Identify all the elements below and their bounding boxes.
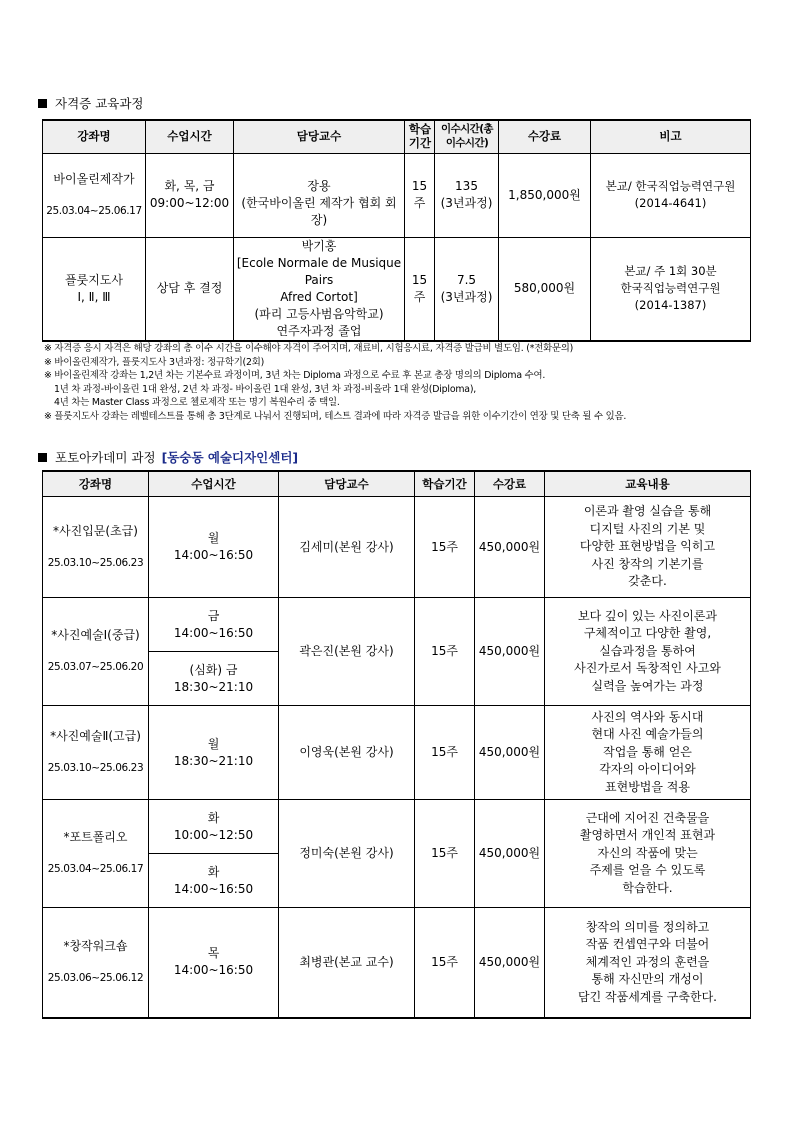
- course-cell: [43, 908, 149, 1018]
- time-cell: 화 10:00~12:50: [149, 800, 279, 854]
- note-line: 1년 차 과정-바이올린 1대 완성, 2년 차 과정- 바이올린 1대 완성, 3년 차 과정-비올라 1대 완성(Diploma),: [54, 383, 477, 395]
- course-period: 25.03.04~25.06.17: [46, 204, 142, 217]
- duration-cell: 15주: [405, 237, 435, 341]
- course-period: 25.03.04~25.06.17: [47, 863, 144, 875]
- time-cell: 화 14:00~16:50: [149, 854, 279, 908]
- col-header-duration: [405, 120, 435, 153]
- duration-cell: 15주: [415, 800, 475, 908]
- hours-cell: 7.5 (3년과정): [435, 237, 499, 341]
- course-name: *사진입문(초급): [53, 523, 138, 538]
- course-name: 바이올린제작가: [53, 171, 135, 186]
- duration-cell: 15주: [415, 908, 475, 1018]
- duration-cell: 15주: [415, 706, 475, 800]
- fee-cell: 450,000원: [475, 800, 545, 908]
- time-cell: 상담 후 결정: [146, 237, 234, 341]
- col-header-course: 강좌명: [43, 120, 146, 153]
- note-line: 4년 차는 Master Class 과정으로 첼로제작 또는 명기 복원수리 중 택일.: [54, 397, 340, 408]
- table-row: [43, 237, 751, 341]
- certificate-notes: [44, 342, 764, 423]
- col-header-instructor: 담당교수: [279, 471, 415, 497]
- note-line: ※ 바이올린제작 강좌는 1,2년 차는 기본수료 과정이며, 3년 차는 Diploma 과정으로 수료 후 본교 총장 명의의 Diploma 수여.: [44, 370, 546, 381]
- content-cell: 보다 깊이 있는 사진이론과 구체적이고 다양한 촬영, 실습과정을 통하여 사진가로서 독창적인 사고와 실력을 높여가는 과정: [545, 598, 751, 706]
- course-cell: 플룻지도사 Ⅰ, Ⅱ, Ⅲ: [43, 237, 146, 341]
- certificate-course-table: [42, 119, 751, 342]
- course-cell: [43, 497, 149, 598]
- instructor-cell: 박기홍 [Ecole Normale de Musique Pairs Afred Cortot] (파리 고등사범음악학교) 연주자과정 졸업: [234, 237, 405, 341]
- fee-cell: 450,000원: [475, 497, 545, 598]
- col-header-time: 수업시간: [149, 471, 279, 497]
- content-cell: 근대에 지어진 건축물을 촬영하면서 개인적 표현과 자신의 작품에 맞는 주제를 얻을 수 있도록 학습한다.: [545, 800, 751, 908]
- table-row: [43, 598, 751, 652]
- fee-cell: 450,000원: [475, 706, 545, 800]
- course-cell: [43, 598, 149, 706]
- time-cell: 목 14:00~16:50: [149, 908, 279, 1018]
- course-period: 25.03.07~25.06.20: [47, 661, 144, 673]
- section-title-photo-academy: 포토아카데미 과정 [동숭동 예술디자인센터]: [38, 448, 298, 466]
- instructor-text: 장용 (한국바이올린 제작가 협회 회장): [241, 179, 397, 227]
- fee-cell: 450,000원: [475, 598, 545, 706]
- col-header-course: 강좌명: [43, 471, 149, 497]
- course-cell: [43, 706, 149, 800]
- time-cell: 월 18:30~21:10: [149, 706, 279, 800]
- course-cell: [43, 153, 146, 237]
- table-row: [43, 153, 751, 237]
- col-header-fee: 수강료: [499, 120, 591, 153]
- course-cell: [43, 800, 149, 908]
- col-header-hours-text: 이수시간(총이수시간): [441, 123, 493, 150]
- table-header-row: [43, 471, 751, 497]
- instructor-cell: 정미숙(본원 강사): [279, 800, 415, 908]
- photo-academy-table: [42, 470, 751, 1019]
- note-cell: 본교/ 한국직업능력연구원 (2014-4641): [591, 153, 751, 237]
- col-header-time: 수업시간: [146, 120, 234, 153]
- time-cell: 화, 목, 금 09:00~12:00: [146, 153, 234, 237]
- square-bullet-icon: [38, 453, 47, 462]
- location-label: [동숭동 예술디자인센터]: [161, 450, 299, 465]
- course-name: *사진예술Ⅰ(중급): [51, 628, 140, 642]
- content-cell: 창작의 의미를 정의하고 작품 컨셉연구와 더불어 체계적인 과정의 훈련을 통해 자신만의 개성이 담긴 작품세계를 구축한다.: [545, 908, 751, 1018]
- col-header-instructor: 담당교수: [234, 120, 405, 153]
- content-cell: 이론과 촬영 실습을 통해 디지털 사진의 기본 및 다양한 표현방법을 익히고 사진 창작의 기본기를 갖춘다.: [545, 497, 751, 598]
- col-header-hours: [435, 120, 499, 153]
- note-line: ※ 바이올린제작가, 플룻지도사 3년과정: 정규학기(2회): [44, 356, 265, 368]
- section-title-certificate: 자격증 교육과정: [38, 94, 144, 112]
- table-row: [43, 908, 751, 1018]
- col-header-duration: 학습기간: [415, 471, 475, 497]
- note-line: ※ 플룻지도사 강좌는 레벨테스트를 통해 총 3단계로 나눠서 진행되며, 테스트 결과에 따라 자격증 발급을 위한 이수기간이 연장 및 단축 될 수 있음.: [44, 410, 627, 422]
- course-period: 25.03.10~25.06.23: [47, 556, 144, 569]
- square-bullet-icon: [38, 99, 47, 108]
- time-cell: (심화) 금 18:30~21:10: [149, 652, 279, 706]
- fee-cell: 450,000원: [475, 908, 545, 1018]
- hours-cell: 135 (3년과정): [435, 153, 499, 237]
- course-name: *포트폴리오: [63, 830, 128, 844]
- col-header-fee: 수강료: [475, 471, 545, 497]
- duration-cell: 15주: [415, 497, 475, 598]
- table-row: [43, 497, 751, 598]
- time-cell: 월 14:00~16:50: [149, 497, 279, 598]
- instructor-cell: 최병관(본교 교수): [279, 908, 415, 1018]
- instructor-cell: 이영욱(본원 강사): [279, 706, 415, 800]
- time-cell: 금 14:00~16:50: [149, 598, 279, 652]
- col-header-duration-text: 학습기간: [408, 121, 432, 150]
- fee-cell: 580,000원: [499, 237, 591, 341]
- course-name: *사진예술Ⅱ(고급): [50, 729, 141, 743]
- duration-cell: 15주: [405, 153, 435, 237]
- note-line: ※ 자격증 응시 자격은 해당 강좌의 총 이수 시간을 이수해야 자격이 주어지며, 재료비, 시험응시료, 자격증 발급비 별도임. (*전화문의): [44, 343, 574, 354]
- course-period: 25.03.10~25.06.23: [47, 762, 144, 774]
- content-cell: 사진의 역사와 동시대 현대 사진 예술가들의 작업을 통해 얻은 각자의 아이디어와 표현방법을 적용: [545, 706, 751, 800]
- course-period: 25.03.06~25.06.12: [47, 971, 144, 984]
- fee-cell: 1,850,000원: [499, 153, 591, 237]
- instructor-cell: 김세미(본원 강사): [279, 497, 415, 598]
- instructor-cell: 곽은진(본원 강사): [279, 598, 415, 706]
- table-header-row: [43, 120, 751, 153]
- course-name: *창작워크숍: [63, 938, 128, 953]
- instructor-cell: [234, 153, 405, 237]
- table-row: [43, 800, 751, 854]
- col-header-note: 비고: [591, 120, 751, 153]
- note-cell: 본교/ 주 1회 30분 한국직업능력연구원 (2014-1387): [591, 237, 751, 341]
- table-row: [43, 706, 751, 800]
- col-header-content: 교육내용: [545, 471, 751, 497]
- duration-cell: 15주: [415, 598, 475, 706]
